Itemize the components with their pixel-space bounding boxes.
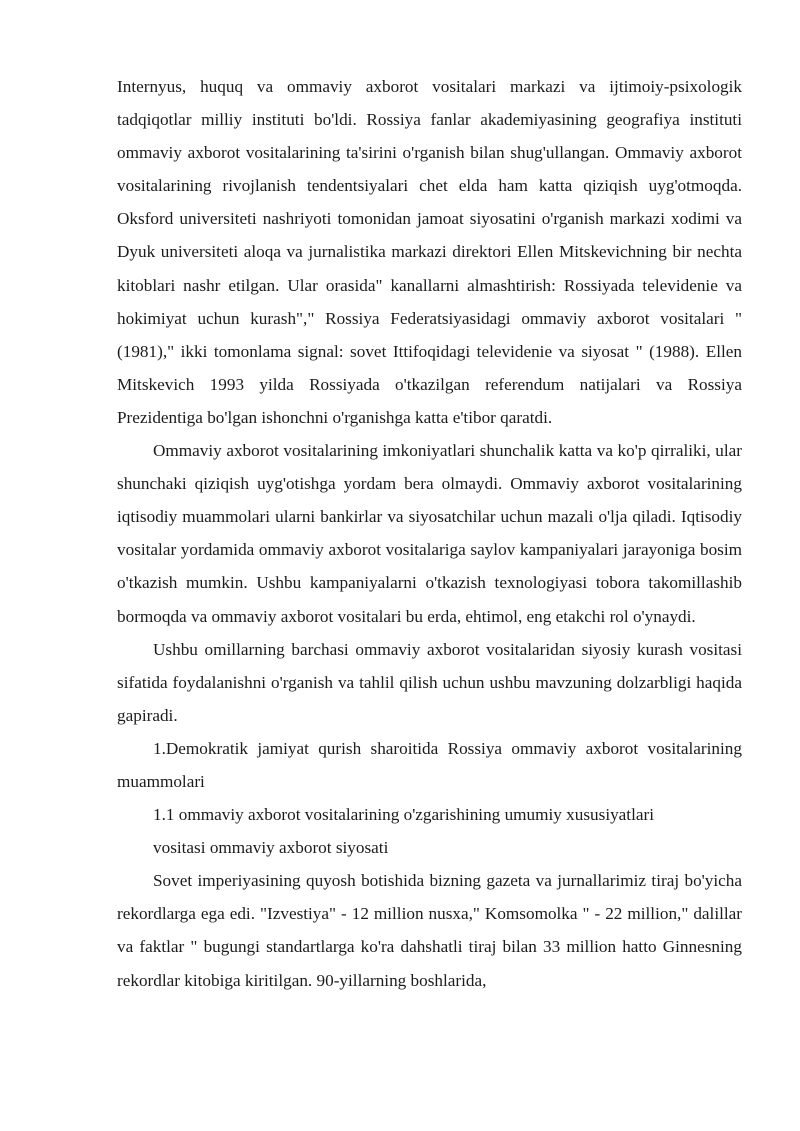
paragraph-soviet-circulation-records: Sovet imperiyasining quyosh botishida bizning gazeta va jurnallarimiz tiraj bo'yicha rekordlarga ega edi. "Izvestiya" - 12 million nusxa," Komsomolka " - 22 million," dalillar va faktlar " bugungi standartlarga ko'ra dahshatli tiraj bilan 33 million hatto Ginnesning rekordlar kitobiga kiritilgan. 90-yillarning boshlarida,	[117, 871, 742, 990]
paragraph-mass-media-research-centers: Internyus, huquq va ommaviy axborot vositalari markazi va ijtimoiy-psixologik tadqiqotlar milliy instituti bo'ldi. Rossiya fanlar akademiyasining geografiya instituti ommaviy axborot vositalarining ta'sirini o'rganish bilan shug'ullangan. Ommaviy axborot vositalarining rivojlanish tendentsiyalari chet elda ham katta qiziqish uyg'otmoqda. Oksford universiteti nashriyoti tomonidan jamoat siyosatini o'rganish markazi xodimi va Dyuk universiteti aloqa va jurnalistika markazi direktori Ellen Mitskevichning bir nechta kitoblari nashr etilgan. Ular orasida" kanallarni almashtirish: Rossiyada televidenie va hokimiyat uchun kurash"," Rossiya Federatsiyasidagi ommaviy axborot vositalari "(1981)," ikki tomonlama signal: sovet Ittifoqidagi televidenie va siyosat " (1988). Ellen Mitskevich 1993 yilda Rossiyada o'tkazilgan referendum natijalari va Rossiya Prezidentiga bo'lgan ishonchni o'rganishga katta e'tibor qaratdi.	[117, 77, 742, 427]
document-page	[117, 70, 742, 997]
subsection-heading-1-1: 1.1 ommaviy axborot vositalarining o'zgarishining umumiy xususiyatlari	[153, 805, 654, 825]
paragraph-topic-relevance: Ushbu omillarning barchasi ommaviy axborot vositalaridan siyosiy kurash vositasi sifatida foydalanishni o'rganish va tahlil qilish uchun ushbu mavzuning dolzarbligi haqida gapiradi.	[117, 639, 742, 725]
paragraph-mass-media-capabilities: Ommaviy axborot vositalarining imkoniyatlari shunchalik katta va ko'p qirraliki, ular shunchaki qiziqish uyg'otishga yordam bera olmaydi. Ommaviy axborot vositalarining iqtisodiy muammolari ularni bankirlar va siyosatchilar uchun mazali o'lja qiladi. Iqtisodiy vositalar yordamida ommaviy axborot vositalariga saylov kampaniyalari jarayoniga bosim o'tkazish mumkin. Ushbu kampaniyalarni o'tkazish texnologiyasi tobora takomillashib bormoqda va ommaviy axborot vositalari bu erda, ehtimol, eng etakchi rol o'ynaydi.	[117, 441, 742, 626]
section-heading-democratic-society: 1.Demokratik jamiyat qurish sharoitida Rossiya ommaviy axborot vositalarining muammolari	[117, 738, 742, 791]
subsection-heading-continuation: vositasi ommaviy axborot siyosati	[153, 838, 389, 858]
